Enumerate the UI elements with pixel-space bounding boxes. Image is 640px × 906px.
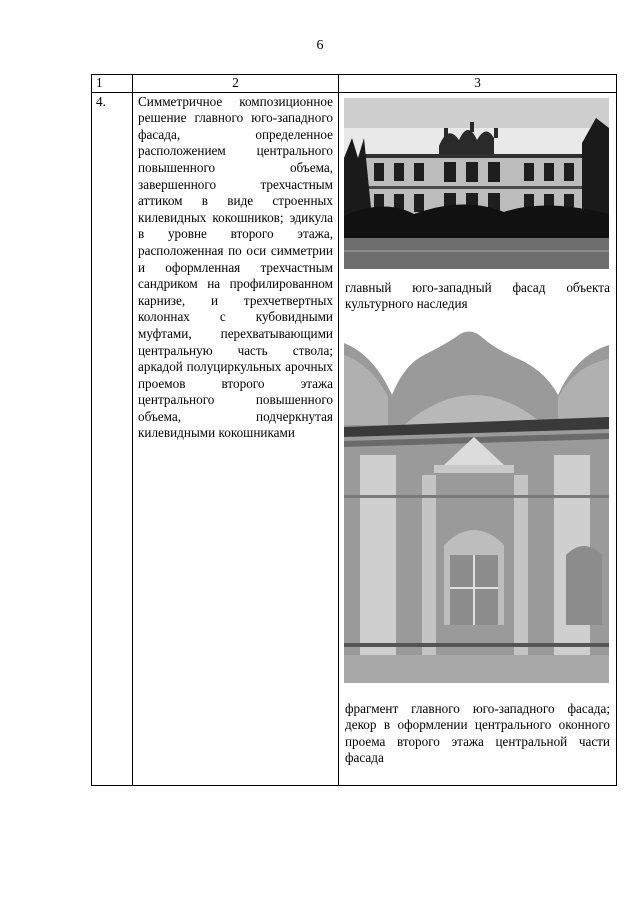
header-col-2: 2 — [133, 75, 339, 93]
photo-caption-detail: фрагмент главного юго-западного фасада; декор в оформлении центрального оконного проема второго этажа центральной части фасада — [345, 700, 610, 766]
header-col-3: 3 — [339, 75, 617, 93]
description-cell — [133, 92, 339, 785]
heritage-table — [91, 74, 617, 786]
facade-photo — [344, 98, 609, 269]
row-number: 4. — [96, 93, 106, 109]
page-number: 6 — [316, 38, 324, 53]
photo-cell — [339, 92, 617, 785]
photo-caption-facade: главный юго-западный фасад объекта культурного наследия — [345, 279, 610, 312]
facade-detail-photo — [344, 325, 609, 683]
row-number-cell — [92, 92, 133, 785]
table-row — [92, 92, 617, 785]
feature-description: Симметричное композиционное решение главного юго-западного фасада, определенное расположением центрального повышенного объема, завершенного трехчастным аттиком в виде строенных килевидных кокошников; эдикула в уровне второго этажа, расположенная по оси симметрии и оформленная трехчастным сандриком на профилированном карнизе, и трехчетвертных колоннах с кубовидными муфтами, перехватывающими центральную часть ствола; аркадой полуциркульных арочных проемов второго этажа центрального повышенного объема, подчеркнутая килевидными кокошниками — [138, 93, 333, 441]
table-header-row — [92, 75, 617, 93]
header-col-1: 1 — [92, 75, 133, 93]
